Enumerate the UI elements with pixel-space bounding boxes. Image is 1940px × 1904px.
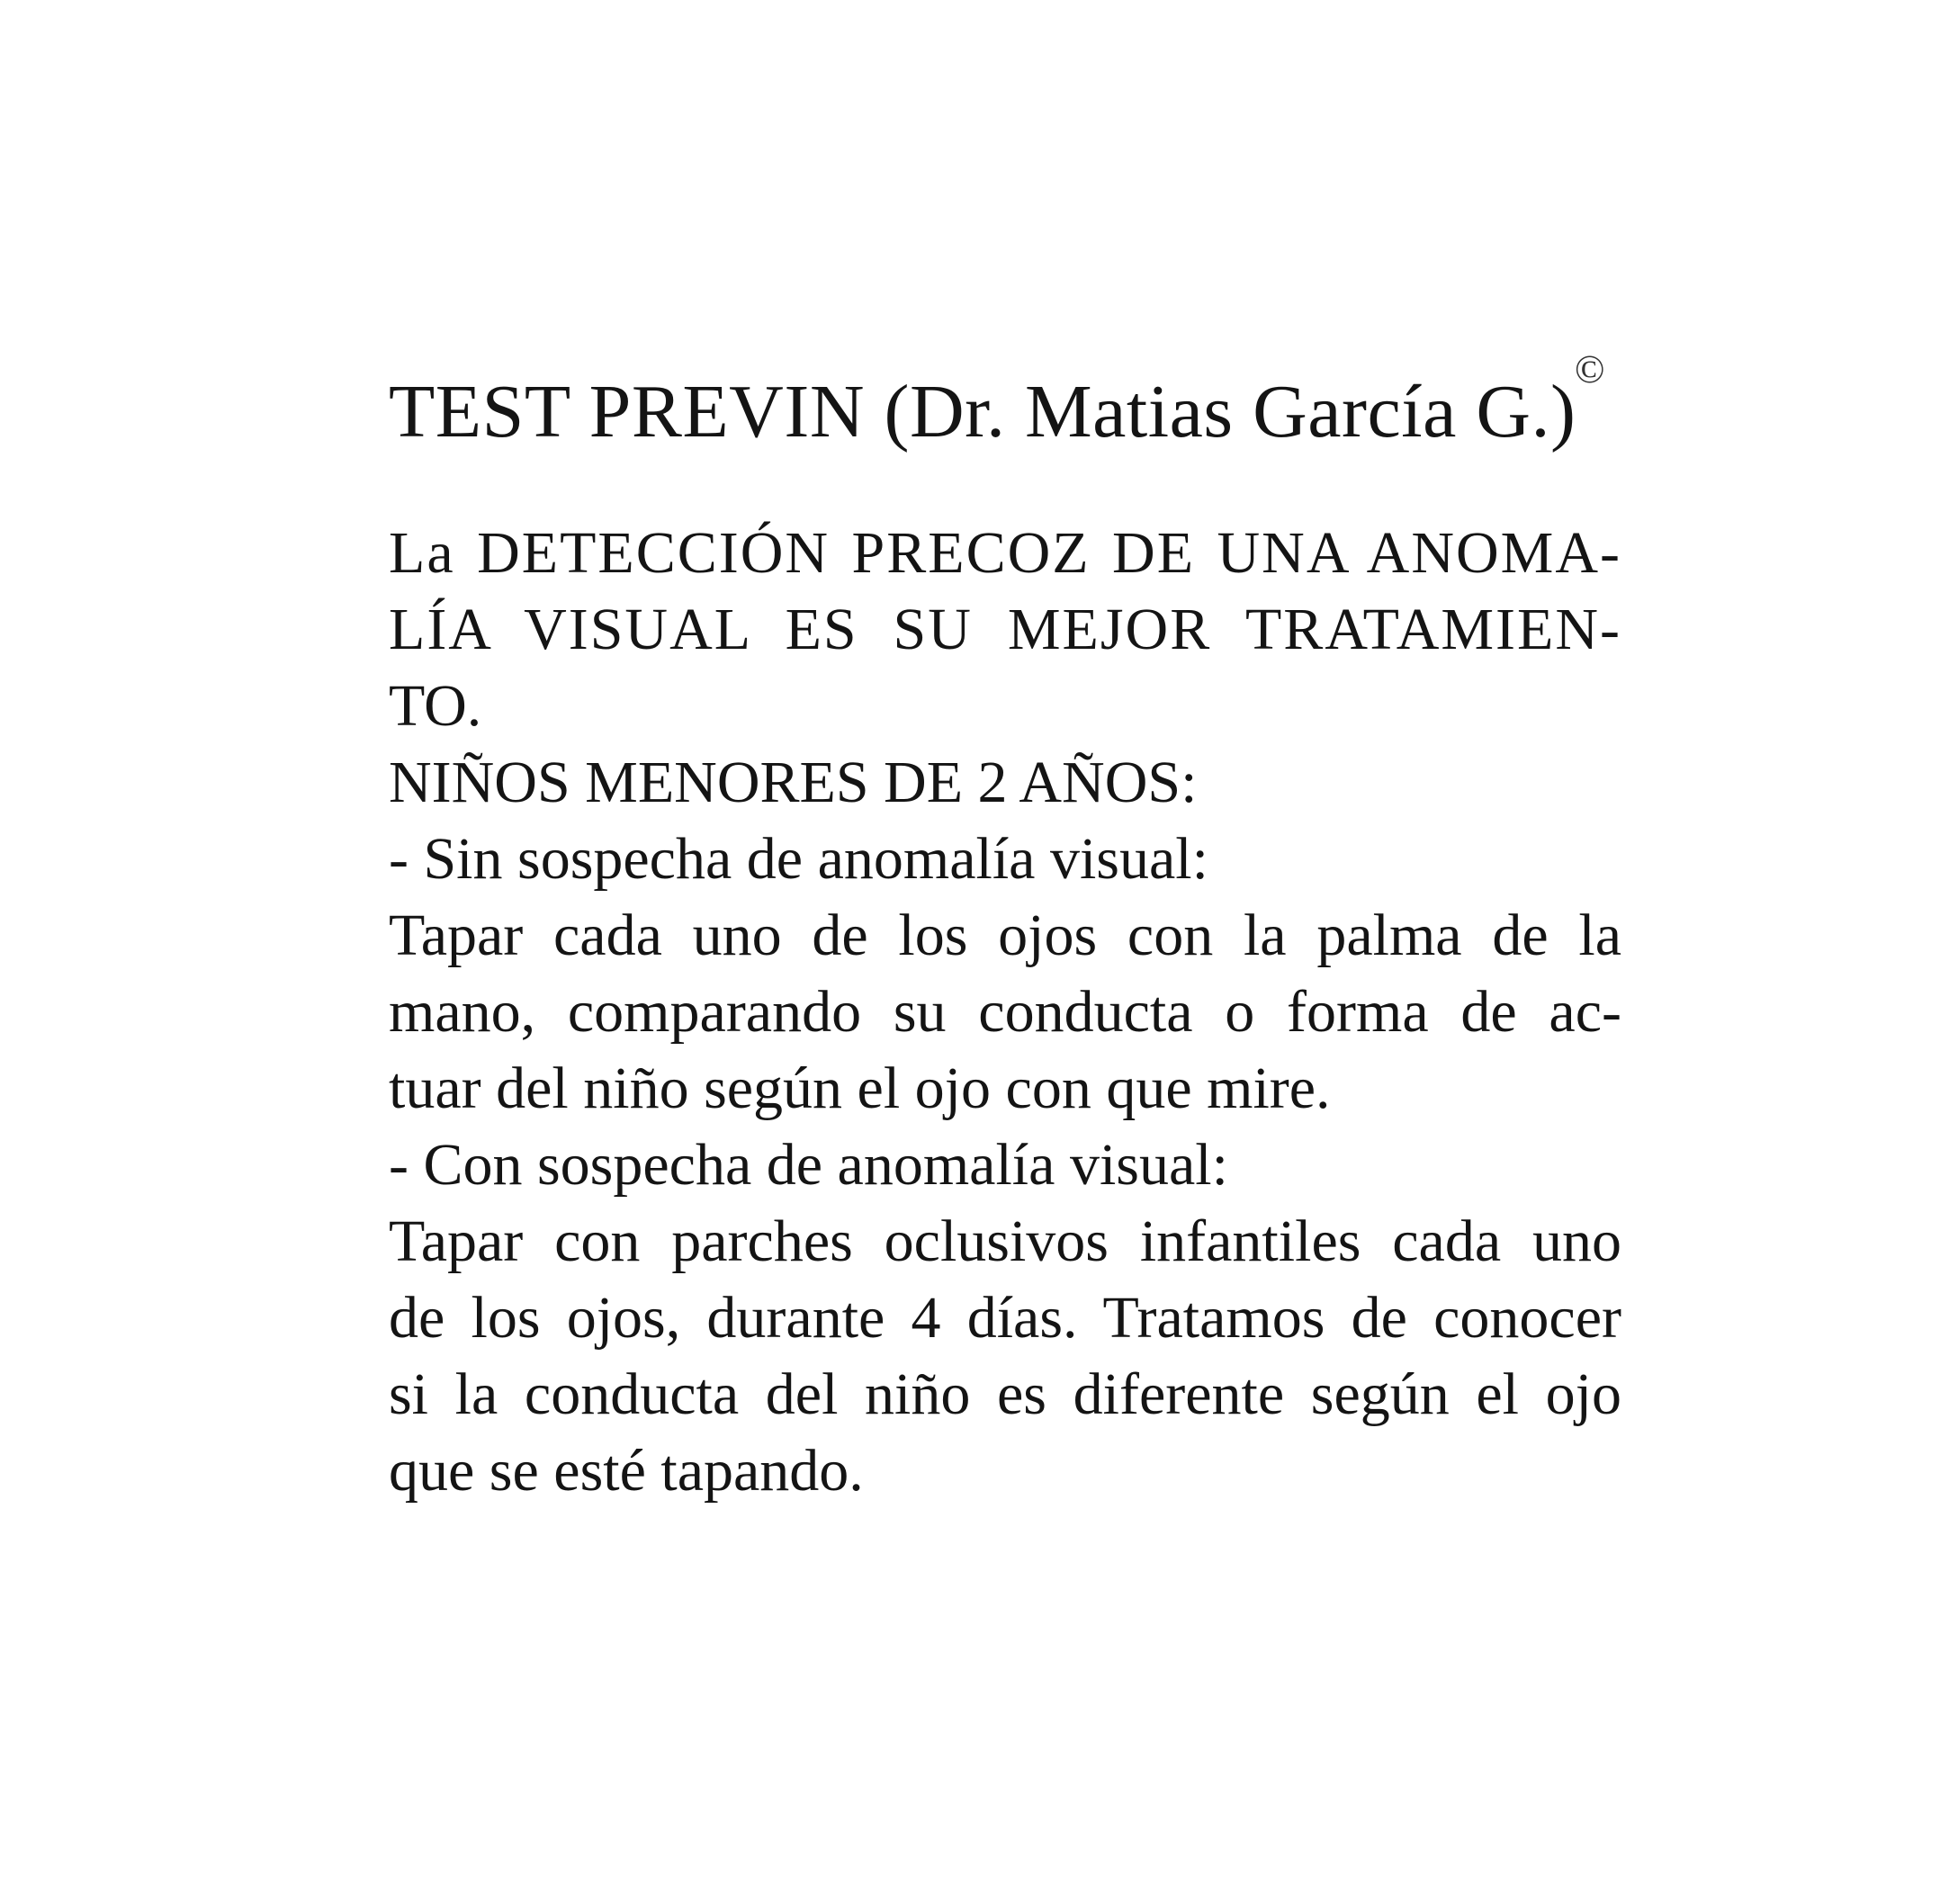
text-line-12: si la conducta del niño es diferente según el ojo <box>389 1361 1621 1427</box>
text-line-7: mano, comparando su conducta o forma de ac- <box>389 979 1621 1045</box>
text-line-11: de los ojos, durante 4 días. Tratamos de conocer <box>389 1285 1621 1351</box>
copyright-icon: © <box>1575 347 1605 391</box>
text-line-2: LÍA VISUAL ES SU MEJOR TRATAMIEN- <box>389 597 1621 662</box>
subheading-no-suspicion: - Sin sospecha de anomalía visual: <box>389 826 1208 892</box>
document-title: TEST PREVIN (Dr. Matias García G.) <box>389 370 1576 454</box>
subheading-with-suspicion: - Con sospecha de anomalía visual: <box>389 1132 1228 1198</box>
text-line-13: que se esté tapando. <box>389 1438 864 1504</box>
text-line-1: La DETECCIÓN PRECOZ DE UNA ANOMA- <box>389 520 1621 586</box>
text-line-3: TO. <box>389 673 482 739</box>
text-line-8: tuar del niño según el ojo con que mire. <box>389 1055 1331 1121</box>
text-line-6: Tapar cada uno de los ojos con la palma de la <box>389 903 1621 968</box>
section-heading: NIÑOS MENORES DE 2 AÑOS: <box>389 750 1198 815</box>
text-line-10: Tapar con parches oclusivos infantiles cada uno <box>389 1208 1621 1274</box>
